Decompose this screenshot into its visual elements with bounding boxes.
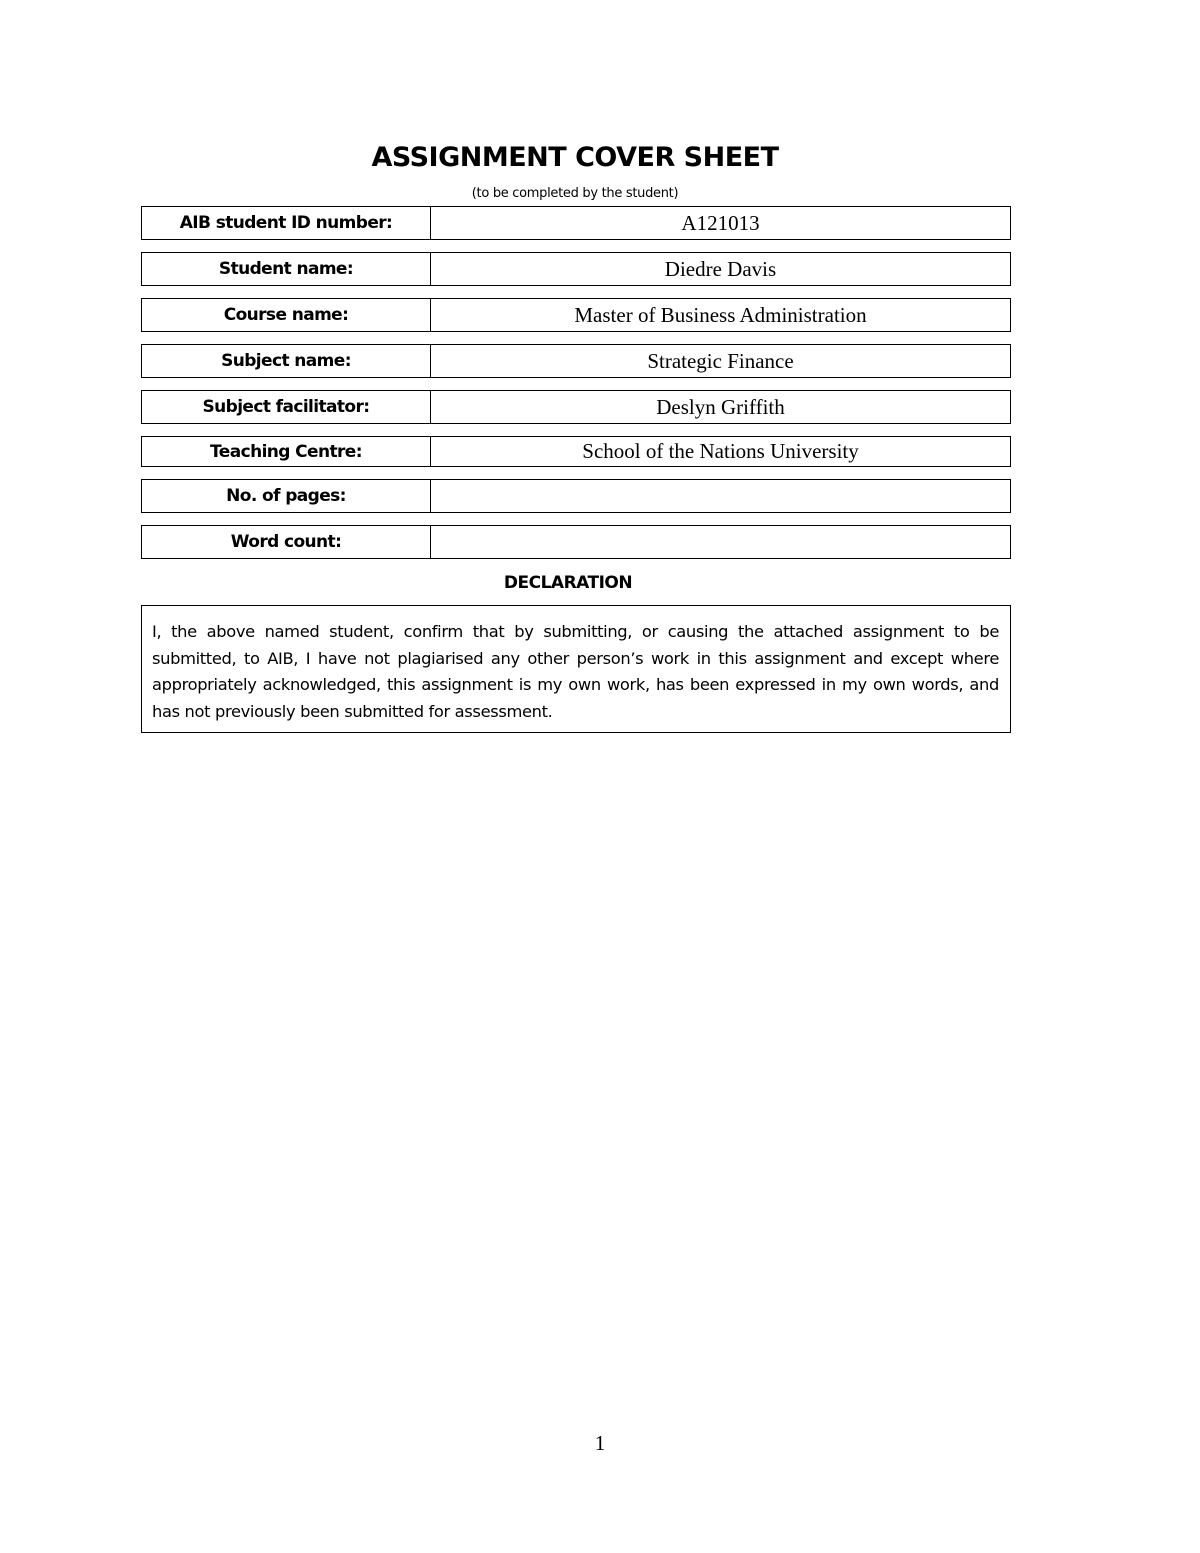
- field-label: Word count:: [142, 526, 431, 558]
- field-row-student-id: [141, 206, 1011, 240]
- field-row-student-name: [141, 252, 1011, 286]
- field-label: Subject facilitator:: [142, 391, 431, 423]
- student-id-field[interactable]: A121013: [681, 210, 760, 235]
- subject-name-field[interactable]: Strategic Finance: [647, 348, 794, 373]
- field-label: AIB student ID number:: [142, 207, 431, 239]
- student-name-field[interactable]: Diedre Davis: [664, 256, 777, 281]
- field-row-no-of-pages: [141, 479, 1011, 513]
- course-name-field[interactable]: Master of Business Administration: [574, 302, 867, 327]
- page-number: 1: [594, 1431, 606, 1455]
- subject-facilitator-field[interactable]: Deslyn Griffith: [656, 394, 785, 419]
- field-row-word-count: [141, 525, 1011, 559]
- field-row-course-name: [141, 298, 1011, 332]
- declaration-text: I, the above named student, confirm that by submitting, or causing the attached assignment to be submitted, to AIB, I have not plagiarised any other person’s work in this assignment and except where appropriately acknowledged, this assignment is my own work, has been expressed in my own words, and has not previously been submitted for assessment.: [152, 622, 999, 721]
- field-label: No. of pages:: [142, 480, 431, 512]
- field-row-subject-name: [141, 344, 1011, 378]
- declaration-box: [141, 605, 1011, 733]
- word-count-field[interactable]: [431, 526, 1010, 558]
- field-label: Student name:: [142, 253, 431, 285]
- field-label: Subject name:: [142, 345, 431, 377]
- field-row-subject-facilitator: [141, 390, 1011, 424]
- page-title: ASSIGNMENT COVER SHEET: [371, 142, 779, 173]
- field-row-teaching-centre: [141, 436, 1011, 467]
- declaration-heading: DECLARATION: [503, 573, 633, 593]
- field-label: Teaching Centre:: [142, 437, 431, 466]
- page-subtitle: (to be completed by the student): [471, 186, 679, 201]
- teaching-centre-field[interactable]: School of the Nations University: [582, 439, 859, 463]
- field-label: Course name:: [142, 299, 431, 331]
- no-of-pages-field[interactable]: [431, 480, 1010, 512]
